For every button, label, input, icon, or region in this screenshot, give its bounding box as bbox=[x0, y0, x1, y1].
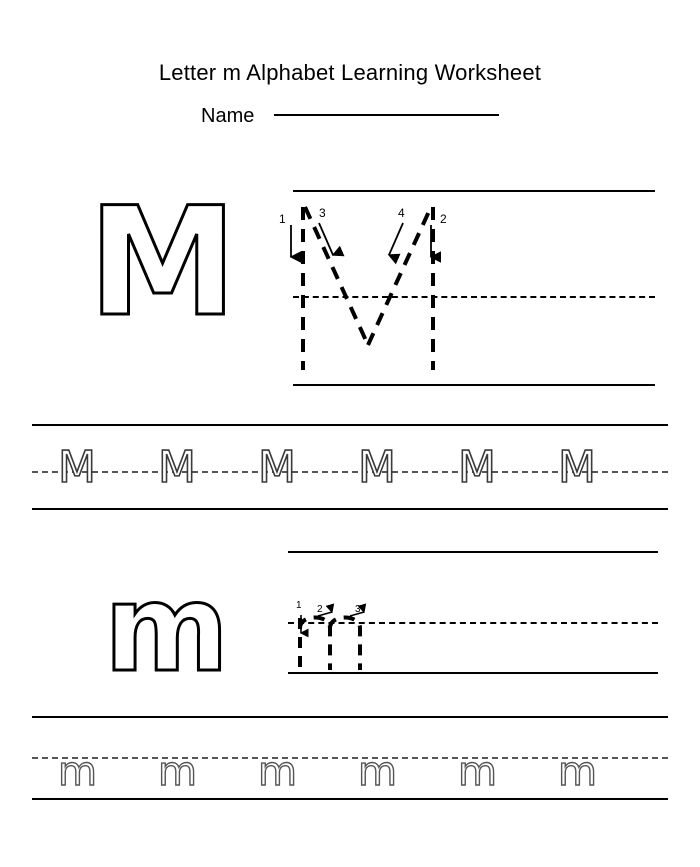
practice-letter-uppercase[interactable]: M bbox=[458, 442, 496, 493]
practice-letter-lowercase[interactable]: m bbox=[158, 749, 197, 795]
practice-letter-lowercase[interactable]: m bbox=[558, 749, 597, 795]
trace-guide-top-line-lowercase bbox=[288, 551, 658, 553]
practice-letter-lowercase[interactable]: m bbox=[458, 749, 497, 795]
stroke-arrows-lowercase bbox=[288, 600, 398, 650]
page-title: Letter m Alphabet Learning Worksheet bbox=[158, 60, 542, 85]
practice-letter-uppercase[interactable]: M bbox=[158, 442, 196, 493]
stroke-number-4-uppercase: 4 bbox=[398, 206, 405, 220]
name-label: Name bbox=[201, 105, 255, 128]
stroke-number-3-lowercase: 3 bbox=[355, 604, 361, 615]
practice-letter-uppercase[interactable]: M bbox=[58, 442, 96, 493]
model-letter-uppercase: M bbox=[88, 176, 236, 350]
practice-letter-lowercase[interactable]: m bbox=[58, 749, 97, 795]
practice-letter-uppercase[interactable]: M bbox=[358, 442, 396, 493]
practice-letter-uppercase[interactable]: M bbox=[258, 442, 296, 493]
stroke-number-1-lowercase: 1 bbox=[296, 600, 302, 611]
practice-row-baseline-uppercase bbox=[32, 508, 668, 510]
stroke-number-3-uppercase: 3 bbox=[319, 206, 326, 220]
stroke-number-2-uppercase: 2 bbox=[440, 212, 447, 226]
stroke-number-2-lowercase: 2 bbox=[317, 604, 323, 615]
practice-letter-lowercase[interactable]: m bbox=[258, 749, 297, 795]
practice-row-top-line-lowercase bbox=[32, 716, 668, 718]
practice-letter-lowercase[interactable]: m bbox=[358, 749, 397, 795]
name-input-line[interactable] bbox=[274, 114, 499, 116]
practice-row-baseline-lowercase bbox=[32, 798, 668, 800]
stroke-arrows-uppercase bbox=[275, 205, 465, 275]
name-row bbox=[0, 105, 700, 128]
practice-letter-uppercase[interactable]: M bbox=[558, 442, 596, 493]
practice-row-top-line-uppercase bbox=[32, 424, 668, 426]
model-letter-lowercase: m bbox=[104, 560, 230, 699]
stroke-number-1-uppercase: 1 bbox=[279, 212, 286, 226]
